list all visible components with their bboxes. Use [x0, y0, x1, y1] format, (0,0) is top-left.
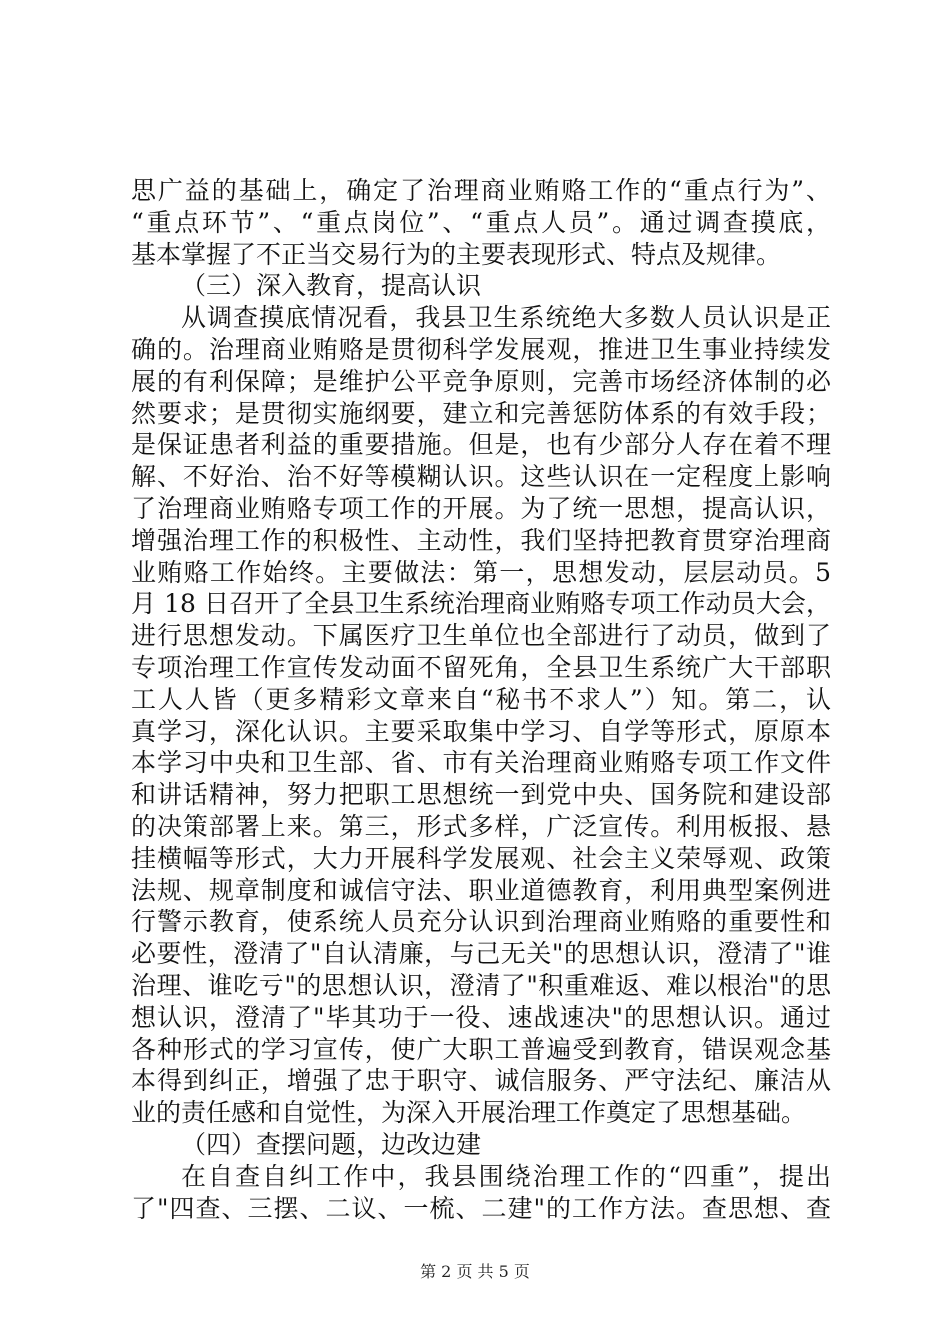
text-line: 本学习中央和卫生部、省、市有关治理商业贿赂专项工作文件 — [131, 748, 831, 778]
text-line: 法规、规章制度和诚信守法、职业道德教育，利用典型案例进 — [131, 875, 831, 905]
text-line: 想认识，澄清了"毕其功于一役、速战速决"的思想认识。通过 — [131, 1002, 831, 1032]
section-heading: （四）查摆问题，边改边建 — [181, 1129, 482, 1159]
text-line: 和讲话精神，努力把职工思想统一到党中央、国务院和建设部 — [131, 780, 831, 810]
text-line: 进行思想发动。下属医疗卫生单位也全部进行了动员，做到了 — [131, 621, 831, 651]
text-line: 基本掌握了不正当交易行为的主要表现形式、特点及规律。 — [131, 239, 782, 269]
document-body — [131, 175, 831, 1224]
page-footer: 第 2 页 共 5 页 — [420, 1262, 530, 1281]
text-line: 业的责任感和自觉性，为深入开展治理工作奠定了思想基础。 — [131, 1098, 807, 1128]
text-line: 增强治理工作的积极性、主动性，我们坚持把教育贯穿治理商 — [131, 525, 831, 555]
text-line: 然要求；是贯彻实施纲要，建立和完善惩防体系的有效手段； — [131, 398, 831, 428]
text-line: 在自查自纠工作中，我县围绕治理工作的“四重”，提出 — [181, 1161, 831, 1191]
text-line: 的决策部署上来。第三，形式多样，广泛宣传。利用板报、悬 — [131, 811, 831, 841]
text-line: 了治理商业贿赂专项工作的开展。为了统一思想，提高认识， — [131, 493, 831, 523]
text-line: 是保证患者利益的重要措施。但是，也有少部分人存在着不理 — [131, 430, 831, 460]
text-line: “重点环节”、“重点岗位”、“重点人员”。通过调查摸底， — [131, 207, 831, 237]
text-line: 专项治理工作宣传发动面不留死角，全县卫生系统广大干部职 — [131, 652, 831, 682]
text-line: 月 18 日召开了全县卫生系统治理商业贿赂专项工作动员大会， — [131, 589, 831, 619]
text-line: 挂横幅等形式，大力开展科学发展观、社会主义荣辱观、政策 — [131, 843, 831, 873]
text-line: 确的。治理商业贿赂是贯彻科学发展观，推进卫生事业持续发 — [131, 334, 831, 364]
text-line: 本得到纠正，增强了忠于职守、诚信服务、严守法纪、廉洁从 — [131, 1066, 831, 1096]
section-heading: （三）深入教育，提高认识 — [181, 271, 482, 301]
text-line: 治理、谁吃亏"的思想认识，澄清了"积重难返、难以根治"的思 — [131, 970, 831, 1000]
text-line: 各种形式的学习宣传，使广大职工普遍受到教育，错误观念基 — [131, 1034, 831, 1064]
text-line: 从调查摸底情况看，我县卫生系统绝大多数人员认识是正 — [181, 303, 831, 333]
text-line: 解、不好治、治不好等模糊认识。这些认识在一定程度上影响 — [131, 462, 831, 492]
text-line: 真学习，深化认识。主要采取集中学习、自学等形式，原原本 — [131, 716, 831, 746]
text-line: 了"四查、三摆、二议、一梳、二建"的工作方法。查思想、查 — [131, 1193, 831, 1223]
text-line: 必要性，澄清了"自认清廉，与己无关"的思想认识，澄清了"谁 — [131, 939, 831, 969]
text-line: 工人人皆（更多精彩文章来自“秘书不求人”）知。第二，认 — [131, 684, 831, 714]
text-line: 思广益的基础上，确定了治理商业贿赂工作的“重点行为”、 — [131, 176, 831, 205]
text-line: 行警示教育，使系统人员充分认识到治理商业贿赂的重要性和 — [131, 907, 831, 937]
text-line: 展的有利保障；是维护公平竞争原则，完善市场经济体制的必 — [131, 366, 831, 396]
text-line: 业贿赂工作始终。主要做法：第一，思想发动，层层动员。5 — [131, 557, 831, 587]
